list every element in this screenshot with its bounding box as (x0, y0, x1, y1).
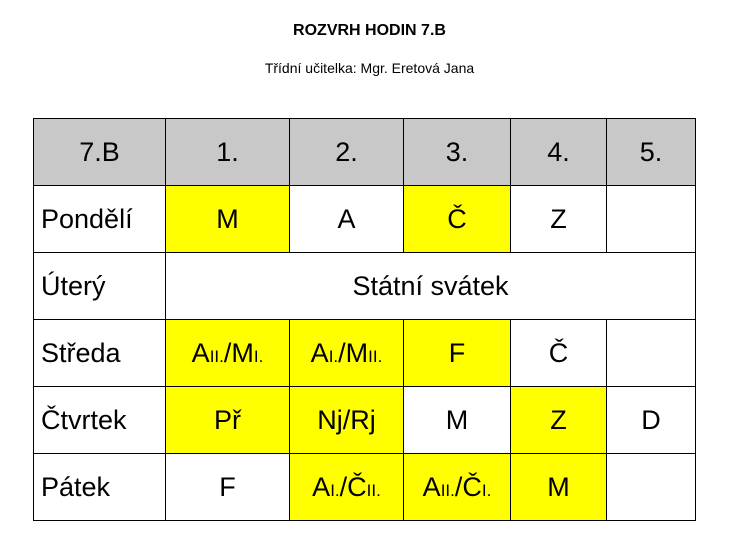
cell-wed-3: F (404, 320, 511, 387)
cell-fri-3 (404, 454, 511, 521)
group-part: I. (328, 346, 339, 366)
cell-wed-2 (290, 320, 404, 387)
holiday-cell: Státní svátek (166, 253, 696, 320)
class-teacher-line: Třídní učitelka: Mgr. Eretová Jana (264, 60, 475, 76)
timetable (33, 118, 696, 521)
period-1-header: 1. (166, 119, 290, 186)
cell-wed-4: Č (511, 320, 607, 387)
group-part: I. (330, 480, 340, 500)
cell-mon-1: M (166, 186, 290, 253)
group-part: I. (481, 480, 492, 500)
group-part: I. (253, 346, 264, 366)
cell-thu-3: M (404, 387, 511, 454)
cell-mon-4: Z (511, 186, 607, 253)
row-monday (34, 186, 696, 253)
period-4-header: 4. (511, 119, 607, 186)
subject-part: /M (223, 337, 254, 368)
cell-thu-4: Z (511, 387, 607, 454)
subject-part: A (310, 337, 329, 368)
row-wednesday (34, 320, 696, 387)
subject-part: A (422, 471, 441, 502)
cell-mon-3: Č (404, 186, 511, 253)
day-label-wednesday: Středa (34, 320, 166, 387)
period-3-header: 3. (404, 119, 511, 186)
cell-thu-1: Př (166, 387, 290, 454)
subject-part: /Č (339, 471, 367, 502)
group-part: II. (440, 480, 455, 500)
day-label-thursday: Čtvrtek (34, 387, 166, 454)
group-part: II. (368, 346, 383, 366)
class-label-header: 7.B (34, 119, 166, 186)
cell-fri-5 (607, 454, 696, 521)
day-label-friday: Pátek (34, 454, 166, 521)
cell-thu-2: Nj/Rj (290, 387, 404, 454)
cell-thu-5: D (607, 387, 696, 454)
day-label-monday: Pondělí (34, 186, 166, 253)
row-thursday (34, 387, 696, 454)
group-part: II. (209, 346, 224, 366)
cell-wed-5 (607, 320, 696, 387)
period-5-header: 5. (607, 119, 696, 186)
page-title: ROZVRH HODIN 7.B (293, 22, 446, 39)
cell-fri-1: F (166, 454, 290, 521)
cell-mon-5 (607, 186, 696, 253)
subject-part: /M (338, 337, 369, 368)
cell-mon-2: A (290, 186, 404, 253)
subject-part: A (191, 337, 210, 368)
cell-wed-1 (166, 320, 290, 387)
group-part: II. (366, 480, 381, 500)
timetable-header-row (34, 119, 696, 186)
cell-fri-2 (290, 454, 404, 521)
period-2-header: 2. (290, 119, 404, 186)
row-friday (34, 454, 696, 521)
subject-part: /Č (454, 471, 482, 502)
row-tuesday (34, 253, 696, 320)
cell-fri-4: M (511, 454, 607, 521)
subject-part: A (312, 471, 331, 502)
day-label-tuesday: Úterý (34, 253, 166, 320)
